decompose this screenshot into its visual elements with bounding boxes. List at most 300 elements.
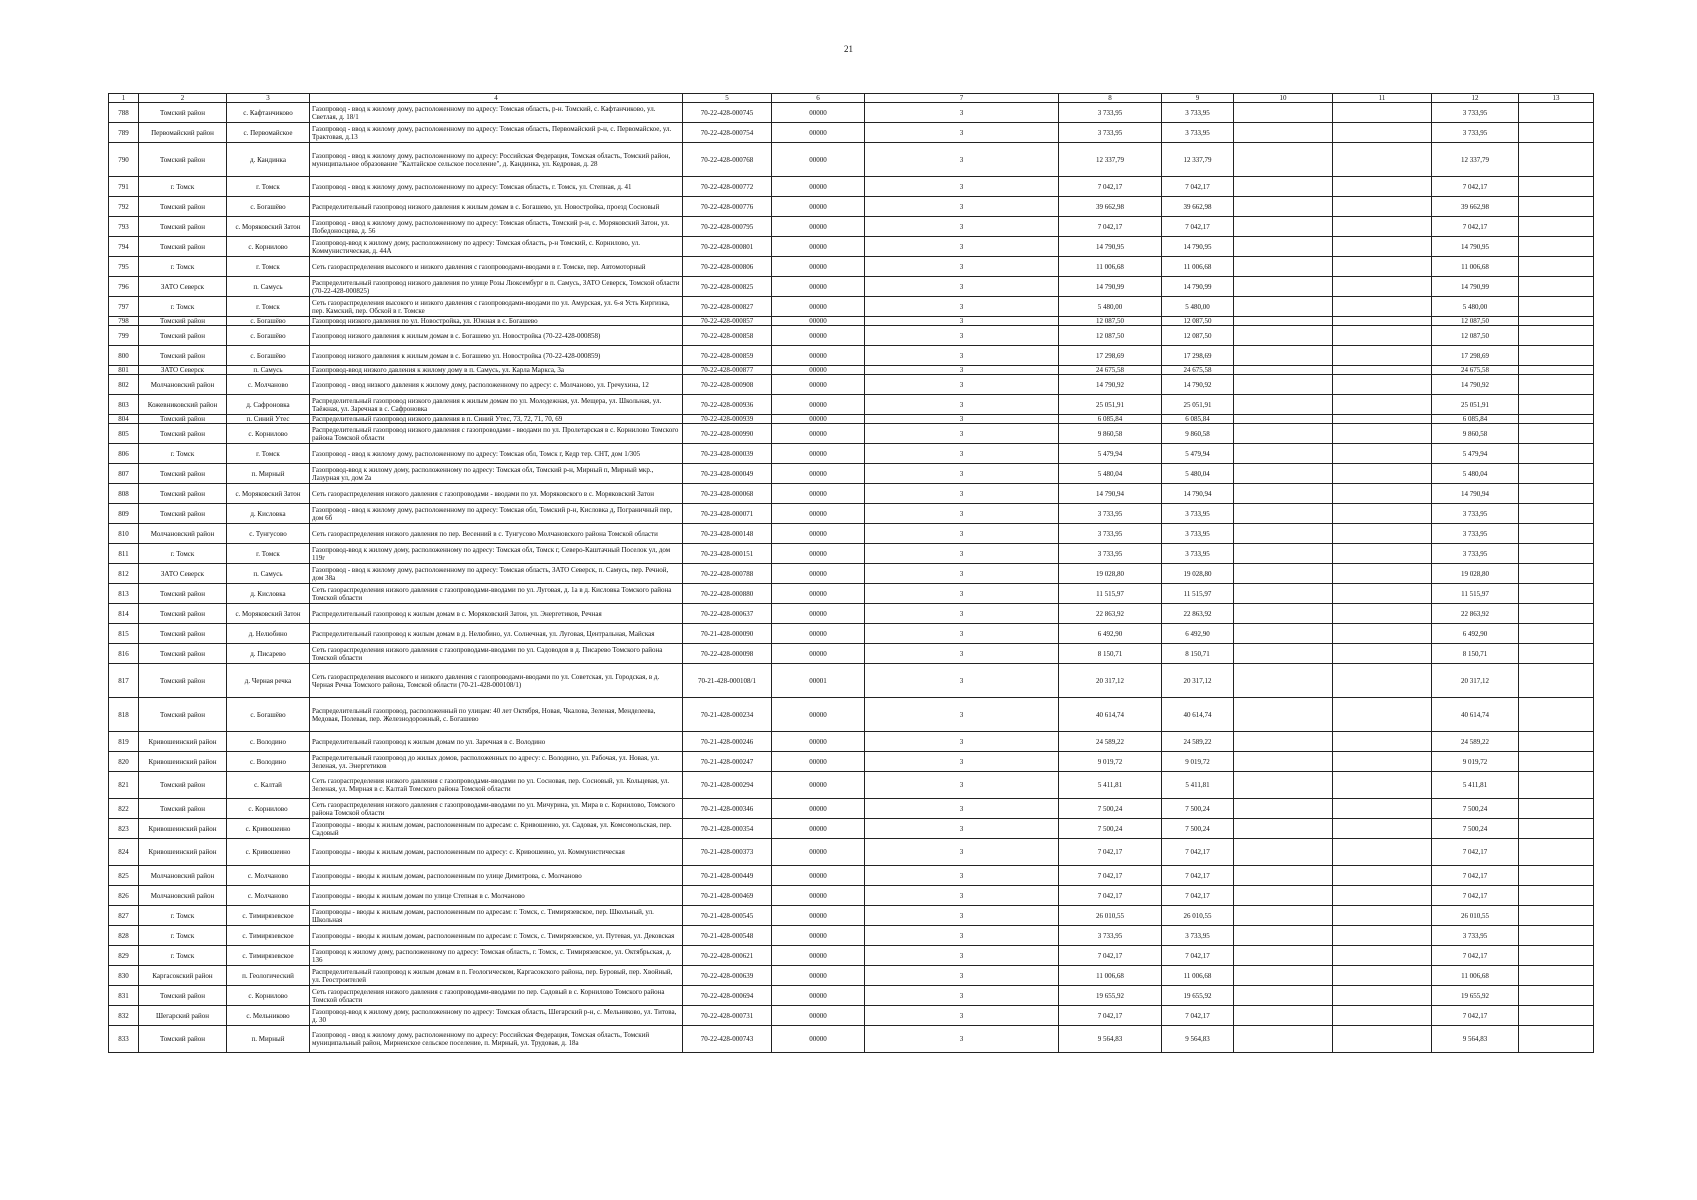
value-col13 [1519, 297, 1594, 317]
value-col9: 3 733,95 [1162, 504, 1234, 524]
table-row [109, 584, 1594, 604]
value-col11 [1333, 317, 1432, 326]
code: 00000 [772, 1006, 865, 1026]
row-number: 800 [109, 346, 139, 366]
table-row [109, 819, 1594, 839]
value-col12: 14 790,92 [1432, 375, 1519, 395]
value-col12: 11 006,68 [1432, 966, 1519, 986]
registry-number: 70-22-428-000772 [683, 177, 772, 197]
value-col13 [1519, 839, 1594, 866]
value-col12: 6 085,84 [1432, 415, 1519, 424]
table-row [109, 277, 1594, 297]
district: Томский район [139, 504, 227, 524]
settlement: п. Самусь [227, 277, 310, 297]
value-col11 [1333, 103, 1432, 123]
value-col9: 12 087,50 [1162, 326, 1234, 346]
row-number: 802 [109, 375, 139, 395]
value-col12: 19 028,80 [1432, 564, 1519, 584]
value-col13 [1519, 866, 1594, 886]
column-header: 5 [683, 94, 772, 103]
table-row [109, 664, 1594, 698]
code: 00000 [772, 395, 865, 415]
value-col11 [1333, 277, 1432, 297]
district: Томский район [139, 143, 227, 177]
district: Кривошеинский район [139, 752, 227, 772]
registry-number: 70-22-428-000754 [683, 123, 772, 143]
value-col12: 12 337,79 [1432, 143, 1519, 177]
value-col8: 9 860,58 [1059, 424, 1162, 444]
value-col10 [1234, 237, 1333, 257]
code: 00000 [772, 484, 865, 504]
value-col13 [1519, 926, 1594, 946]
table-row [109, 317, 1594, 326]
district: ЗАТО Северск [139, 277, 227, 297]
category: 3 [865, 123, 1059, 143]
registry-number: 70-22-428-000098 [683, 644, 772, 664]
category: 3 [865, 257, 1059, 277]
registry-number: 70-22-428-000776 [683, 197, 772, 217]
table-row [109, 946, 1594, 966]
row-number: 819 [109, 732, 139, 752]
value-col11 [1333, 484, 1432, 504]
code: 00001 [772, 664, 865, 698]
registry-number: 70-21-428-000246 [683, 732, 772, 752]
district: Томский район [139, 103, 227, 123]
object-description: Газопровод-ввод низкого давления к жилому дому в п. Самусь, ул. Карла Маркса, 3а [310, 366, 683, 375]
value-col13 [1519, 886, 1594, 906]
row-number: 831 [109, 986, 139, 1006]
table-row [109, 906, 1594, 926]
value-col11 [1333, 886, 1432, 906]
object-description: Газопровод низкого давления к жилым домам в с. Богашево ул. Новостройка (70-22-428-000858) [310, 326, 683, 346]
column-number-row [109, 94, 1594, 103]
code: 00000 [772, 317, 865, 326]
value-col8: 8 150,71 [1059, 644, 1162, 664]
value-col11 [1333, 664, 1432, 698]
value-col8: 7 500,24 [1059, 819, 1162, 839]
value-col12: 7 042,17 [1432, 866, 1519, 886]
value-col9: 5 411,81 [1162, 772, 1234, 799]
table-row [109, 886, 1594, 906]
value-col12: 12 087,50 [1432, 326, 1519, 346]
registry-number: 70-21-428-000234 [683, 698, 772, 732]
category: 3 [865, 375, 1059, 395]
value-col10 [1234, 799, 1333, 819]
district: Томский район [139, 1026, 227, 1053]
settlement: с. Кафтанчиково [227, 103, 310, 123]
registry-number: 70-22-428-000877 [683, 366, 772, 375]
row-number: 788 [109, 103, 139, 123]
value-col13 [1519, 906, 1594, 926]
settlement: п. Геологический [227, 966, 310, 986]
object-description: Газопровод - ввод к жилому дому, расположенному по адресу: Томская область, Первомайский р-н, с. Первомайское, ул. Трактовая, д.13 [310, 123, 683, 143]
table-row [109, 839, 1594, 866]
object-description: Сеть газораспределения низкого давления с газопроводами-вводами по пер. Садовый в с. Корнилово Томского района Томской области [310, 986, 683, 1006]
row-number: 805 [109, 424, 139, 444]
registry-number: 70-22-428-000806 [683, 257, 772, 277]
object-description: Газопровод - ввод к жилому дому, расположенному по адресу: Томская область, г. Томск, ул. Степная, д. 41 [310, 177, 683, 197]
value-col12: 9 564,83 [1432, 1026, 1519, 1053]
value-col11 [1333, 524, 1432, 544]
registry-number: 70-21-428-000469 [683, 886, 772, 906]
value-col11 [1333, 297, 1432, 317]
row-number: 807 [109, 464, 139, 484]
value-col9: 11 515,97 [1162, 584, 1234, 604]
settlement: п. Самусь [227, 564, 310, 584]
value-col8: 9 564,83 [1059, 1026, 1162, 1053]
table-row [109, 644, 1594, 664]
code: 00000 [772, 123, 865, 143]
settlement: п. Мирный [227, 464, 310, 484]
object-description: Газопроводы - вводы к жилым домам, расположенным по адресам: г. Томск, с. Тимирязевское, ул. Путевая, ул. Дековская [310, 926, 683, 946]
value-col13 [1519, 819, 1594, 839]
object-description: Распределительный газопровод низкого давления в п. Синий Утес, 73, 72, 71, 70, 69 [310, 415, 683, 424]
code: 00000 [772, 424, 865, 444]
value-col13 [1519, 524, 1594, 544]
code: 00000 [772, 177, 865, 197]
value-col9: 7 042,17 [1162, 946, 1234, 966]
value-col12: 3 733,95 [1432, 504, 1519, 524]
value-col11 [1333, 966, 1432, 986]
table-row [109, 926, 1594, 946]
settlement: с. Кривошеино [227, 839, 310, 866]
value-col11 [1333, 177, 1432, 197]
code: 00000 [772, 297, 865, 317]
value-col10 [1234, 395, 1333, 415]
object-description: Газопровод - ввод к жилому дому, расположенному по адресу: Томская область, ЗАТО Северск, п. Самусь, пер. Речной, дом 38а [310, 564, 683, 584]
value-col8: 17 298,69 [1059, 346, 1162, 366]
object-description: Газопровод-ввод к жилому дому, расположенному по адресу: Томская область, Шегарский р-н, с. Мельниково, ул. Титова, д. 30 [310, 1006, 683, 1026]
row-number: 824 [109, 839, 139, 866]
category: 3 [865, 1026, 1059, 1053]
district: Томский район [139, 799, 227, 819]
value-col12: 14 790,95 [1432, 237, 1519, 257]
district: Томский район [139, 237, 227, 257]
value-col9: 25 051,91 [1162, 395, 1234, 415]
value-col12: 14 790,99 [1432, 277, 1519, 297]
value-col11 [1333, 926, 1432, 946]
settlement: г. Томск [227, 444, 310, 464]
category: 3 [865, 926, 1059, 946]
object-description: Газопровод - ввод к жилому дому, расположенному по адресу: Российская Федерация, Томская область, Томский муниципальный район, Мирненское сельское поселение, п. Мирный, ул. Трудовая, д. 18а [310, 1026, 683, 1053]
settlement: с. Молчаново [227, 866, 310, 886]
row-number: 808 [109, 484, 139, 504]
code: 00000 [772, 986, 865, 1006]
value-col10 [1234, 346, 1333, 366]
value-col11 [1333, 123, 1432, 143]
value-col11 [1333, 237, 1432, 257]
district: Томский район [139, 217, 227, 237]
value-col8: 11 515,97 [1059, 584, 1162, 604]
district: Томский район [139, 986, 227, 1006]
table-row [109, 564, 1594, 584]
category: 3 [865, 752, 1059, 772]
value-col9: 7 042,17 [1162, 839, 1234, 866]
value-col9: 19 028,80 [1162, 564, 1234, 584]
value-col8: 7 042,17 [1059, 886, 1162, 906]
settlement: г. Томск [227, 257, 310, 277]
value-col8: 14 790,94 [1059, 484, 1162, 504]
value-col9: 22 863,92 [1162, 604, 1234, 624]
value-col10 [1234, 946, 1333, 966]
value-col11 [1333, 946, 1432, 966]
registry-number: 70-22-428-000825 [683, 277, 772, 297]
value-col10 [1234, 732, 1333, 752]
district: Томский район [139, 415, 227, 424]
value-col11 [1333, 772, 1432, 799]
value-col8: 11 006,68 [1059, 966, 1162, 986]
registry-number: 70-23-428-000049 [683, 464, 772, 484]
row-number: 796 [109, 277, 139, 297]
object-description: Сеть газораспределения низкого давления с газопроводами-вводами по ул. Сосновая, пер. Сосновый, ул. Кольцевая, ул. Зеленая, ул. Мирная в с. Калтай Томского района Томской области [310, 772, 683, 799]
value-col11 [1333, 906, 1432, 926]
settlement: г. Томск [227, 544, 310, 564]
value-col8: 20 317,12 [1059, 664, 1162, 698]
category: 3 [865, 604, 1059, 624]
page-number: 21 [844, 44, 853, 54]
value-col10 [1234, 504, 1333, 524]
value-col9: 7 500,24 [1162, 819, 1234, 839]
category: 3 [865, 395, 1059, 415]
value-col8: 7 042,17 [1059, 1006, 1162, 1026]
value-col10 [1234, 103, 1333, 123]
value-col10 [1234, 819, 1333, 839]
value-col10 [1234, 906, 1333, 926]
value-col8: 3 733,95 [1059, 504, 1162, 524]
category: 3 [865, 966, 1059, 986]
value-col9: 7 042,17 [1162, 866, 1234, 886]
value-col9: 14 790,94 [1162, 484, 1234, 504]
code: 00000 [772, 444, 865, 464]
value-col13 [1519, 484, 1594, 504]
value-col11 [1333, 366, 1432, 375]
value-col8: 5 479,94 [1059, 444, 1162, 464]
registry-number: 70-22-428-000788 [683, 564, 772, 584]
value-col12: 7 500,24 [1432, 819, 1519, 839]
value-col12: 5 480,00 [1432, 297, 1519, 317]
value-col10 [1234, 986, 1333, 1006]
value-col8: 19 028,80 [1059, 564, 1162, 584]
code: 00000 [772, 346, 865, 366]
district: Кривошеинский район [139, 732, 227, 752]
settlement: д. Писарево [227, 644, 310, 664]
value-col9: 9 019,72 [1162, 752, 1234, 772]
value-col11 [1333, 698, 1432, 732]
value-col9: 7 042,17 [1162, 217, 1234, 237]
registry-number: 70-22-428-000880 [683, 584, 772, 604]
value-col13 [1519, 257, 1594, 277]
district: Томский район [139, 698, 227, 732]
value-col9: 12 337,79 [1162, 143, 1234, 177]
value-col12: 5 480,04 [1432, 464, 1519, 484]
value-col13 [1519, 123, 1594, 143]
object-description: Газопровод - ввод к жилому дому, расположенному по адресу: Томская обл, Томск г, Кедр тер. СНТ, дом 1/305 [310, 444, 683, 464]
district: г. Томск [139, 257, 227, 277]
row-number: 793 [109, 217, 139, 237]
settlement: д. Кисловка [227, 504, 310, 524]
table-row [109, 544, 1594, 564]
category: 3 [865, 237, 1059, 257]
code: 00000 [772, 866, 865, 886]
table-row [109, 424, 1594, 444]
value-col13 [1519, 346, 1594, 366]
district: Томский район [139, 644, 227, 664]
registry-number: 70-22-428-000731 [683, 1006, 772, 1026]
row-number: 792 [109, 197, 139, 217]
object-description: Распределительный газопровод к жилым домам в с. Моряковский Затон, ул. Энергетиков, Речная [310, 604, 683, 624]
category: 3 [865, 799, 1059, 819]
code: 00000 [772, 926, 865, 946]
category: 3 [865, 415, 1059, 424]
value-col13 [1519, 177, 1594, 197]
settlement: д. Нелюбино [227, 624, 310, 644]
value-col12: 24 675,58 [1432, 366, 1519, 375]
object-description: Газопроводы - вводы к жилым домам, расположенным по адресам: с. Кривошеино, ул. Садовая, ул. Комсомольская, пер. Садовый [310, 819, 683, 839]
table-body [109, 103, 1594, 1053]
value-col8: 19 655,92 [1059, 986, 1162, 1006]
value-col9: 3 733,95 [1162, 926, 1234, 946]
value-col9: 20 317,12 [1162, 664, 1234, 698]
row-number: 820 [109, 752, 139, 772]
value-col9: 19 655,92 [1162, 986, 1234, 1006]
table-row [109, 986, 1594, 1006]
row-number: 815 [109, 624, 139, 644]
value-col10 [1234, 143, 1333, 177]
table-row [109, 484, 1594, 504]
value-col11 [1333, 644, 1432, 664]
table-row [109, 177, 1594, 197]
table-row [109, 103, 1594, 123]
object-description: Газопровод - ввод низкого давления к жилому дому, расположенному по адресу: с. Молчаново, ул. Гречухина, 12 [310, 375, 683, 395]
value-col13 [1519, 604, 1594, 624]
row-number: 829 [109, 946, 139, 966]
registry-number: 70-22-428-000639 [683, 966, 772, 986]
table-row [109, 772, 1594, 799]
column-header: 3 [227, 94, 310, 103]
code: 00000 [772, 544, 865, 564]
category: 3 [865, 504, 1059, 524]
category: 3 [865, 484, 1059, 504]
code: 00000 [772, 217, 865, 237]
value-col9: 5 480,00 [1162, 297, 1234, 317]
object-description: Газопроводы - вводы к жилым домам, расположенным по адресу: с. Кривошеино, ул. Коммунистическая [310, 839, 683, 866]
settlement: с. Богашёво [227, 346, 310, 366]
table-row [109, 346, 1594, 366]
value-col13 [1519, 277, 1594, 297]
row-number: 816 [109, 644, 139, 664]
table-row [109, 1006, 1594, 1026]
registry-number: 70-21-428-000354 [683, 819, 772, 839]
column-header: 11 [1333, 94, 1432, 103]
object-description: Сеть газораспределения высокого и низкого давления с газопроводами-вводами в г. Томске, пер. Автомоторный [310, 257, 683, 277]
value-col8: 39 662,98 [1059, 197, 1162, 217]
code: 00000 [772, 752, 865, 772]
value-col11 [1333, 1006, 1432, 1026]
category: 3 [865, 297, 1059, 317]
value-col9: 40 614,74 [1162, 698, 1234, 732]
object-description: Газопровод низкого давления к жилым домам в с. Богашево ул. Новостройка (70-22-428-000859) [310, 346, 683, 366]
value-col13 [1519, 415, 1594, 424]
category: 3 [865, 366, 1059, 375]
settlement: с. Корнилово [227, 986, 310, 1006]
registry-number: 70-21-428-000294 [683, 772, 772, 799]
value-col12: 8 150,71 [1432, 644, 1519, 664]
district: Молчановский район [139, 886, 227, 906]
value-col8: 7 042,17 [1059, 177, 1162, 197]
value-col9: 7 500,24 [1162, 799, 1234, 819]
object-description: Распределительный газопровод к жилым домам по ул. Заречная в с. Володино [310, 732, 683, 752]
value-col12: 26 010,55 [1432, 906, 1519, 926]
value-col10 [1234, 444, 1333, 464]
value-col11 [1333, 986, 1432, 1006]
registry-number: 70-23-428-000148 [683, 524, 772, 544]
value-col10 [1234, 604, 1333, 624]
value-col8: 12 087,50 [1059, 317, 1162, 326]
value-col11 [1333, 395, 1432, 415]
row-number: 804 [109, 415, 139, 424]
category: 3 [865, 544, 1059, 564]
table-row [109, 444, 1594, 464]
value-col9: 3 733,95 [1162, 544, 1234, 564]
value-col12: 40 614,74 [1432, 698, 1519, 732]
code: 00000 [772, 886, 865, 906]
row-number: 795 [109, 257, 139, 277]
category: 3 [865, 464, 1059, 484]
district: Томский район [139, 604, 227, 624]
row-number: 797 [109, 297, 139, 317]
row-number: 813 [109, 584, 139, 604]
object-description: Распределительный газопровод, расположенный по улицам: 40 лет Октября, Новая, Чкалова, Зеленая, Менделеева, Медовая, Полевая, пер. Железнодорожный, с. Богашево [310, 698, 683, 732]
code: 00000 [772, 237, 865, 257]
value-col11 [1333, 464, 1432, 484]
category: 3 [865, 424, 1059, 444]
value-col12: 20 317,12 [1432, 664, 1519, 698]
value-col9: 3 733,95 [1162, 123, 1234, 143]
row-number: 826 [109, 886, 139, 906]
category: 3 [865, 564, 1059, 584]
object-description: Сеть газораспределения высокого и низкого давления с газопроводами-вводами по ул. Советская, ул. Городская, в д. Черная Речка Томского района, Томской области (70-21-428-000108/1) [310, 664, 683, 698]
settlement: с. Корнилово [227, 799, 310, 819]
category: 3 [865, 524, 1059, 544]
code: 00000 [772, 366, 865, 375]
value-col9: 9 860,58 [1162, 424, 1234, 444]
table-row [109, 624, 1594, 644]
settlement: п. Самусь [227, 366, 310, 375]
row-number: 823 [109, 819, 139, 839]
settlement: с. Молчаново [227, 375, 310, 395]
column-header: 8 [1059, 94, 1162, 103]
column-header: 13 [1519, 94, 1594, 103]
settlement: с. Первомайское [227, 123, 310, 143]
category: 3 [865, 346, 1059, 366]
registry-number: 70-22-428-000745 [683, 103, 772, 123]
value-col11 [1333, 143, 1432, 177]
value-col9: 17 298,69 [1162, 346, 1234, 366]
category: 3 [865, 866, 1059, 886]
object-description: Газопровод к жилому дому, расположенному по адресу: Томская область, г. Томск, с. Тимирязевское, ул. Октябрьская, д. 136 [310, 946, 683, 966]
value-col8: 3 733,95 [1059, 123, 1162, 143]
registry-number: 70-22-428-000858 [683, 326, 772, 346]
settlement: с. Тимирязевское [227, 946, 310, 966]
value-col10 [1234, 524, 1333, 544]
value-col11 [1333, 819, 1432, 839]
category: 3 [865, 177, 1059, 197]
registry-number: 70-22-428-000743 [683, 1026, 772, 1053]
value-col9: 12 087,50 [1162, 317, 1234, 326]
table-row [109, 395, 1594, 415]
registry-number: 70-21-428-000548 [683, 926, 772, 946]
value-col13 [1519, 752, 1594, 772]
